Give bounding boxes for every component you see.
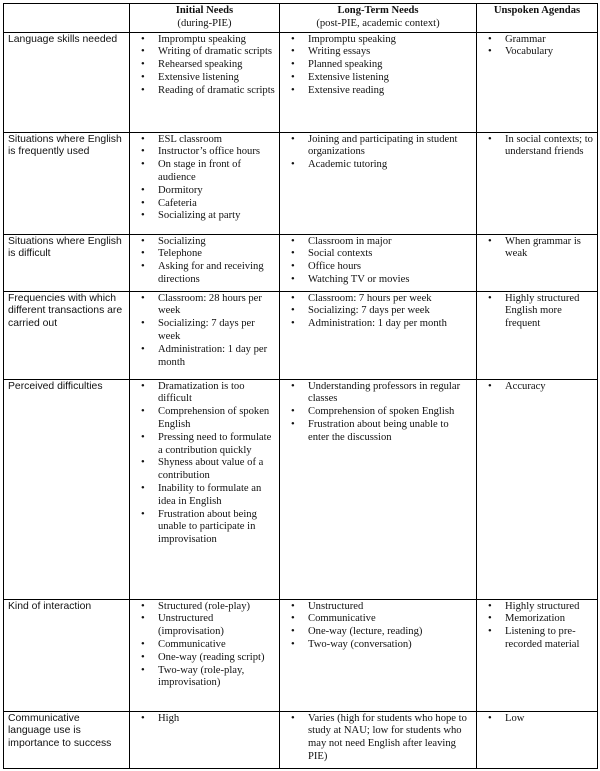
list-item: • Classroom in major bbox=[308, 236, 472, 249]
list-item: • In social contexts; to understand friends bbox=[505, 134, 593, 160]
cell-longterm bbox=[280, 379, 477, 599]
bullet-list bbox=[134, 293, 275, 370]
list-item: • Dramatization is too difficult bbox=[158, 381, 275, 407]
list-item: • Accuracy bbox=[505, 381, 593, 394]
list-item: • One-way (reading script) bbox=[158, 652, 275, 665]
bullet-list bbox=[284, 236, 472, 287]
list-item: • Asking for and receiving directions bbox=[158, 261, 275, 287]
bullet-list bbox=[284, 381, 472, 445]
cell-longterm bbox=[280, 234, 477, 291]
bullet-list bbox=[134, 34, 275, 98]
row-label: Perceived difficulties bbox=[4, 379, 130, 599]
list-item: • On stage in front of audience bbox=[158, 159, 275, 185]
cell-initial bbox=[130, 234, 280, 291]
row-label: Situations where English is difficult bbox=[4, 234, 130, 291]
header-title: Initial Needs bbox=[175, 5, 234, 16]
list-item: • One-way (lecture, reading) bbox=[308, 626, 472, 639]
cell-initial bbox=[130, 32, 280, 132]
cell-longterm bbox=[280, 599, 477, 711]
list-item: • Writing of dramatic scripts bbox=[158, 46, 275, 59]
table-row bbox=[4, 599, 598, 711]
bullet-list bbox=[284, 601, 472, 652]
cell-agendas bbox=[477, 32, 598, 132]
list-item: • Highly structured English more frequent bbox=[505, 293, 593, 331]
list-item: • Extensive reading bbox=[308, 85, 472, 98]
cell-initial bbox=[130, 132, 280, 234]
list-item: • Academic tutoring bbox=[308, 159, 472, 172]
cell-initial bbox=[130, 599, 280, 711]
table-row bbox=[4, 379, 598, 599]
list-item: • Socializing bbox=[158, 236, 275, 249]
list-item: • Frustration about being unable to participate in improvisation bbox=[158, 509, 275, 547]
bullet-list bbox=[481, 381, 593, 394]
list-item: • Office hours bbox=[308, 261, 472, 274]
bullet-list bbox=[284, 713, 472, 764]
list-item: • Low bbox=[505, 713, 593, 726]
list-item: • Grammar bbox=[505, 34, 593, 47]
cell-agendas bbox=[477, 234, 598, 291]
bullet-list bbox=[481, 34, 593, 60]
list-item: • Comprehension of spoken English bbox=[308, 406, 472, 419]
list-item: • Listening to pre-recorded material bbox=[505, 626, 593, 652]
header-title: Long-Term Needs bbox=[337, 5, 419, 16]
table-row bbox=[4, 291, 598, 379]
list-item: • Varies (high for students who hope to study at NAU; low for students who may not need English after leaving PIE) bbox=[308, 713, 472, 764]
list-item: • Socializing: 7 days per week bbox=[158, 318, 275, 344]
list-item: • Highly structured bbox=[505, 601, 593, 614]
cell-initial bbox=[130, 711, 280, 768]
bullet-list bbox=[284, 134, 472, 172]
cell-longterm bbox=[280, 291, 477, 379]
row-label: Communicative language use is importance to success bbox=[4, 711, 130, 768]
needs-analysis-table bbox=[3, 3, 598, 769]
list-item: • Structured (role-play) bbox=[158, 601, 275, 614]
list-item: • Administration: 1 day per month bbox=[308, 318, 472, 331]
list-item: • Understanding professors in regular classes bbox=[308, 381, 472, 407]
row-label: Kind of interaction bbox=[4, 599, 130, 711]
list-item: • Reading of dramatic scripts bbox=[158, 85, 275, 98]
list-item: • Impromptu speaking bbox=[308, 34, 472, 47]
list-item: • Planned speaking bbox=[308, 59, 472, 72]
list-item: • Extensive listening bbox=[308, 72, 472, 85]
cell-agendas bbox=[477, 379, 598, 599]
cell-agendas bbox=[477, 599, 598, 711]
list-item: • High bbox=[158, 713, 275, 726]
cell-initial bbox=[130, 379, 280, 599]
bullet-list bbox=[134, 601, 275, 691]
list-item: • Classroom: 7 hours per week bbox=[308, 293, 472, 306]
list-item: • Two-way (conversation) bbox=[308, 639, 472, 652]
header-subtitle: (post-PIE, academic context) bbox=[316, 17, 440, 29]
list-item: • Joining and participating in student organizations bbox=[308, 134, 472, 160]
list-item: • Two-way (role-play, improvisation) bbox=[158, 665, 275, 691]
list-item: • Rehearsed speaking bbox=[158, 59, 275, 72]
bullet-list bbox=[481, 134, 593, 160]
list-item: • Classroom: 28 hours per week bbox=[158, 293, 275, 319]
list-item: • Instructor’s office hours bbox=[158, 146, 275, 159]
list-item: • Shyness about value of a contribution bbox=[158, 457, 275, 483]
cell-longterm bbox=[280, 32, 477, 132]
list-item: • Social contexts bbox=[308, 248, 472, 261]
cell-longterm bbox=[280, 132, 477, 234]
list-item: • Telephone bbox=[158, 248, 275, 261]
row-label: Frequencies with which different transactions are carried out bbox=[4, 291, 130, 379]
header-long-term-needs bbox=[280, 4, 477, 33]
cell-longterm bbox=[280, 711, 477, 768]
cell-agendas bbox=[477, 711, 598, 768]
bullet-list bbox=[284, 34, 472, 98]
list-item: • Pressing need to formulate a contribution quickly bbox=[158, 432, 275, 458]
cell-initial bbox=[130, 291, 280, 379]
list-item: • Comprehension of spoken English bbox=[158, 406, 275, 432]
list-item: • Watching TV or movies bbox=[308, 274, 472, 287]
bullet-list bbox=[134, 236, 275, 287]
list-item: • Communicative bbox=[308, 613, 472, 626]
cell-agendas bbox=[477, 291, 598, 379]
list-item: • When grammar is weak bbox=[505, 236, 593, 262]
list-item: • Inability to formulate an idea in English bbox=[158, 483, 275, 509]
bullet-list bbox=[481, 236, 593, 262]
list-item: • Memorization bbox=[505, 613, 593, 626]
list-item: • Socializing: 7 days per week bbox=[308, 305, 472, 318]
list-item: • Frustration about being unable to enter the discussion bbox=[308, 419, 472, 445]
header-initial-needs bbox=[130, 4, 280, 33]
table-row bbox=[4, 132, 598, 234]
bullet-list bbox=[284, 293, 472, 331]
table-row bbox=[4, 32, 598, 132]
list-item: • Writing essays bbox=[308, 46, 472, 59]
bullet-list bbox=[481, 713, 593, 726]
row-label: Situations where English is frequently used bbox=[4, 132, 130, 234]
list-item: • Cafeteria bbox=[158, 198, 275, 211]
list-item: • Extensive listening bbox=[158, 72, 275, 85]
bullet-list bbox=[134, 713, 275, 726]
header-title: Unspoken Agendas bbox=[493, 5, 581, 16]
list-item: • Administration: 1 day per month bbox=[158, 344, 275, 370]
row-label: Language skills needed bbox=[4, 32, 130, 132]
bullet-list bbox=[481, 293, 593, 331]
list-item: • Unstructured (improvisation) bbox=[158, 613, 275, 639]
cell-agendas bbox=[477, 132, 598, 234]
header-cell bbox=[4, 4, 130, 33]
list-item: • ESL classroom bbox=[158, 134, 275, 147]
list-item: • Impromptu speaking bbox=[158, 34, 275, 47]
bullet-list bbox=[481, 601, 593, 652]
bullet-list bbox=[134, 134, 275, 224]
list-item: • Vocabulary bbox=[505, 46, 593, 59]
list-item: • Communicative bbox=[158, 639, 275, 652]
list-item: • Socializing at party bbox=[158, 210, 275, 223]
list-item: • Unstructured bbox=[308, 601, 472, 614]
table-row bbox=[4, 711, 598, 768]
header-unspoken-agendas bbox=[477, 4, 598, 33]
header-row bbox=[4, 4, 598, 33]
list-item: • Dormitory bbox=[158, 185, 275, 198]
bullet-list bbox=[134, 381, 275, 547]
header-subtitle: (during-PIE) bbox=[177, 17, 232, 29]
table-row bbox=[4, 234, 598, 291]
